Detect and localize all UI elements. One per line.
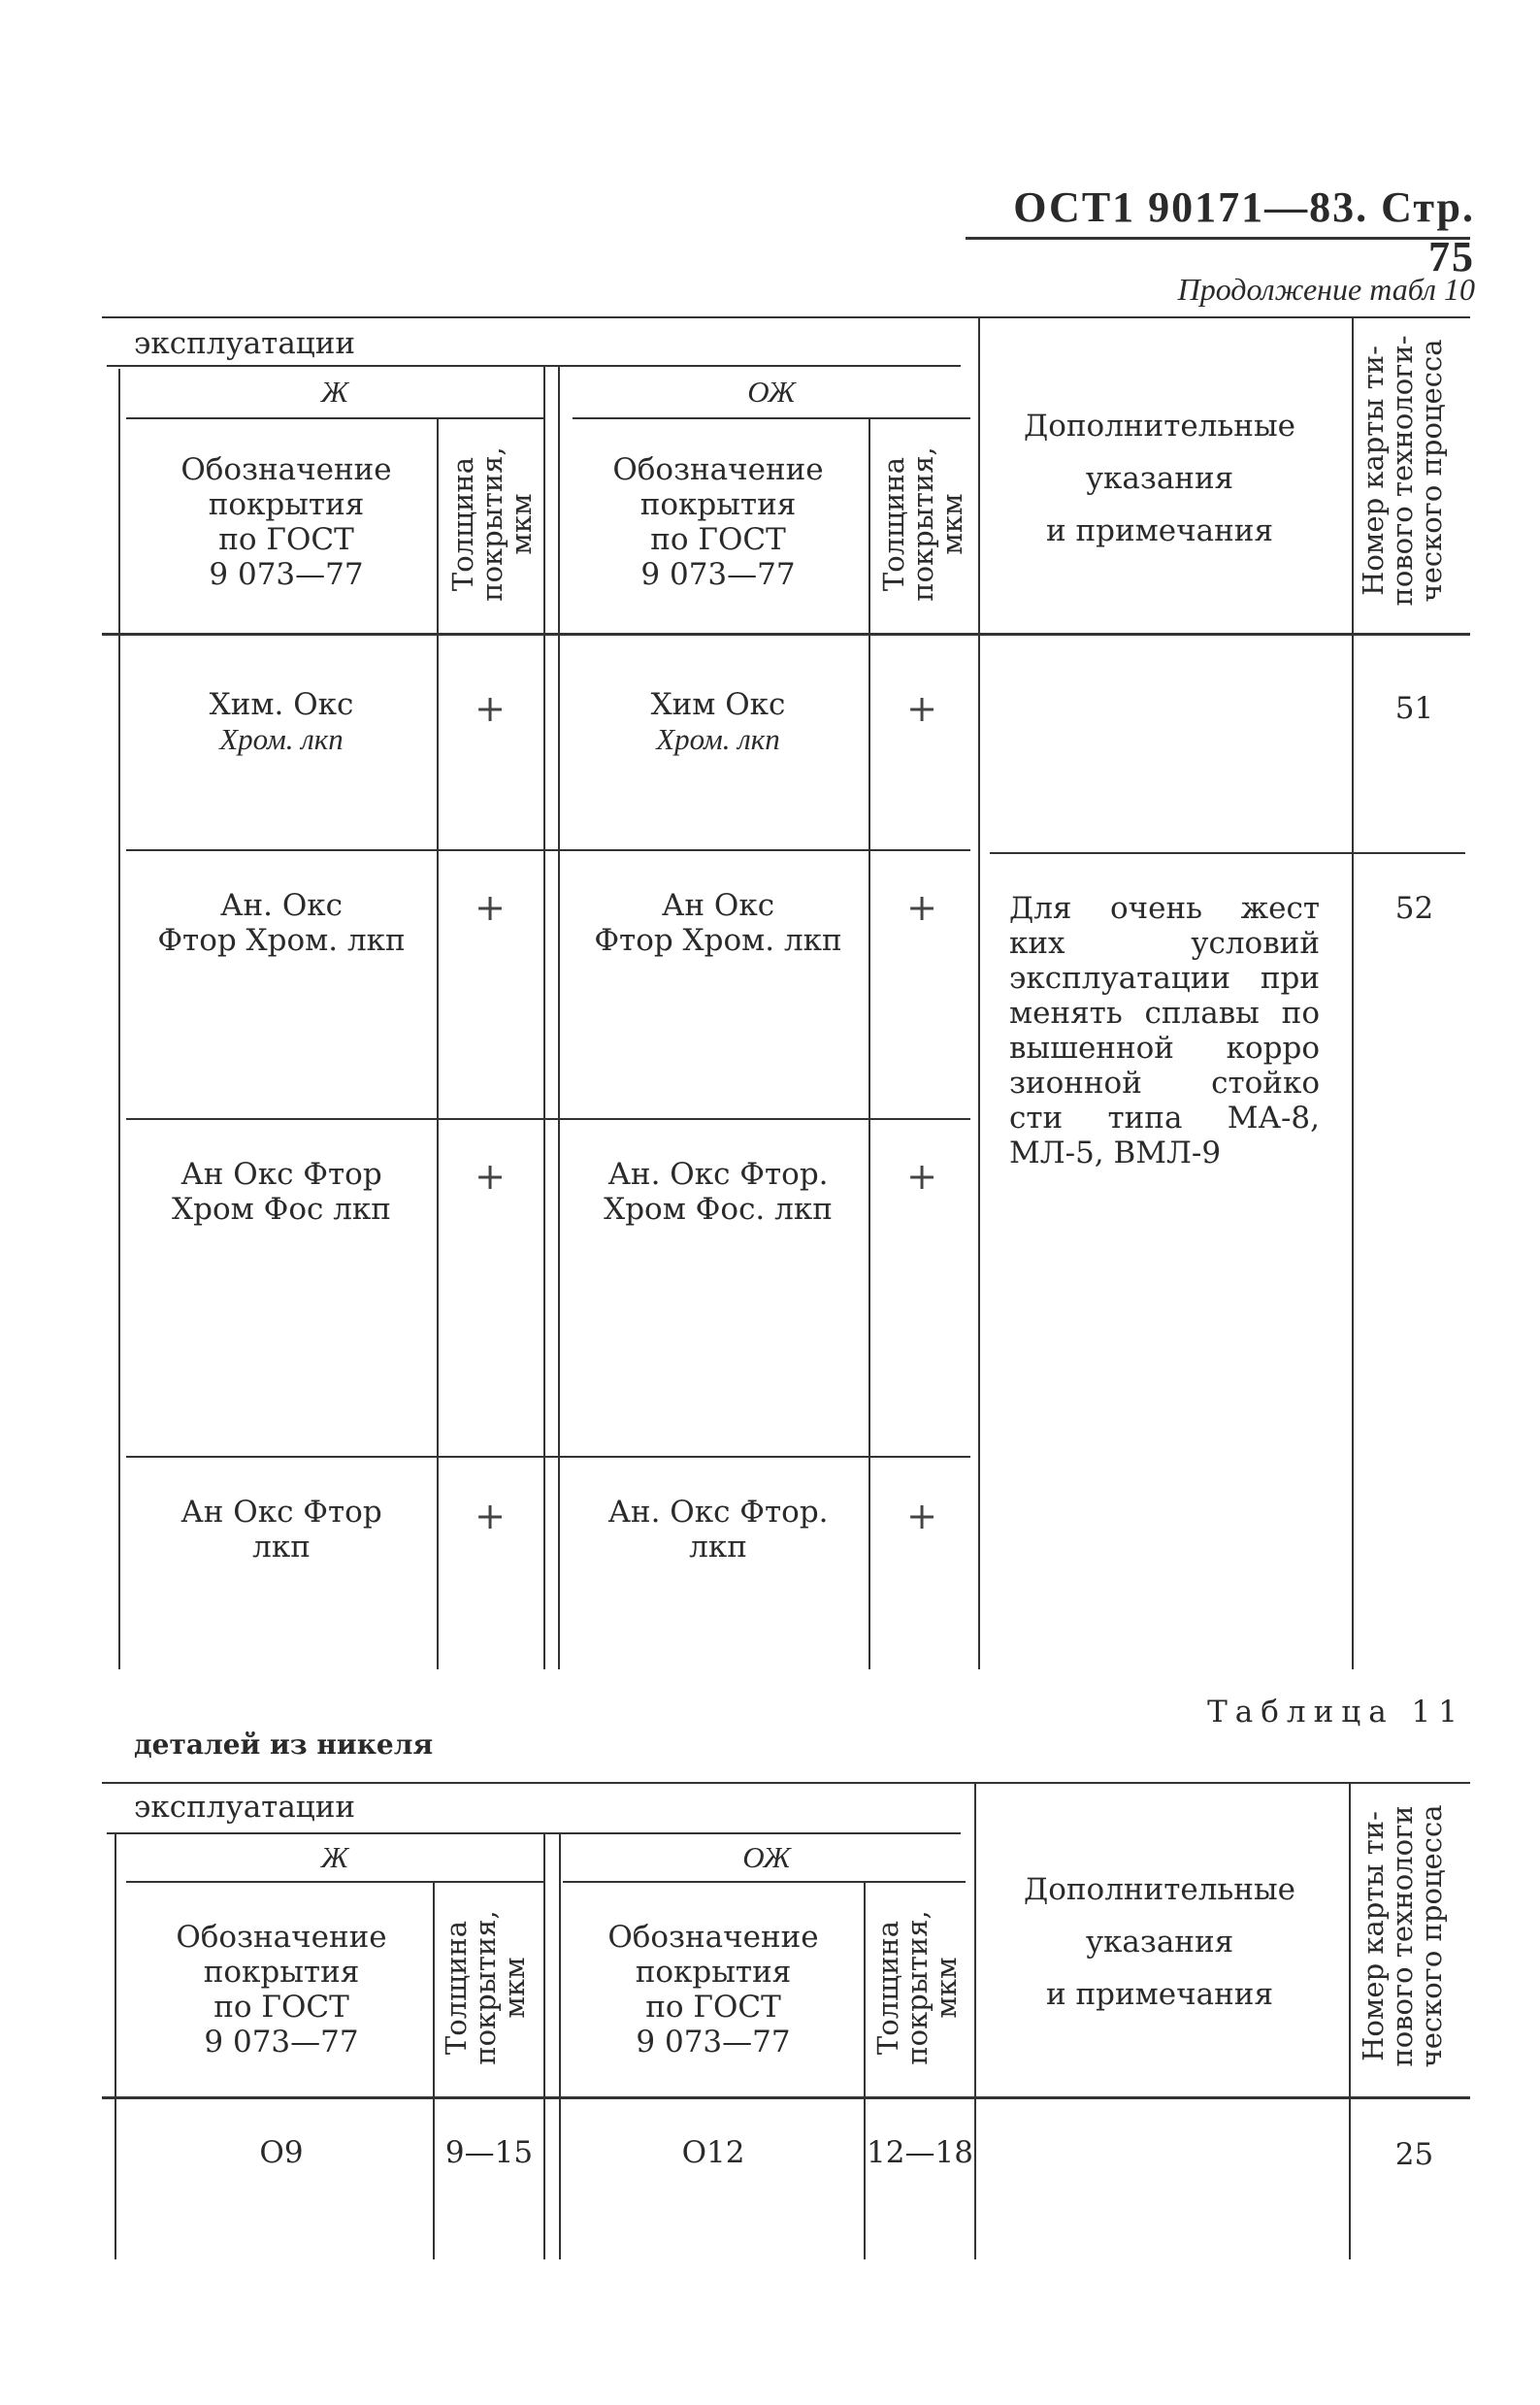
table-row-3-zh: Ан Окс Фтор Хром Фос лкп xyxy=(172,1157,391,1227)
vline xyxy=(1352,316,1354,1669)
col-zh-label: Ж xyxy=(320,1840,349,1874)
table-row-2-ozh: Ан Окс Фтор Хром. лкп xyxy=(594,888,842,958)
card-number-header: Номер карты ти- пового технологи- ческого процесса xyxy=(1357,335,1448,607)
vline xyxy=(1349,1782,1351,2259)
row-rule xyxy=(126,1456,970,1458)
vline xyxy=(543,365,545,1669)
row-4-ozh-thickness: + xyxy=(906,1495,937,1537)
zh-thickness-header: Толщина покрытия, мкм xyxy=(440,1910,531,2065)
zh-rule xyxy=(126,1881,543,1883)
table-continuation-label: Продолжение табл 10 xyxy=(1177,272,1475,307)
row-3-ozh-thickness: + xyxy=(906,1155,937,1198)
group-heading: эксплуатации xyxy=(134,1790,356,1825)
table-row-3-ozh: Ан. Окс Фтор. Хром Фос. лкп xyxy=(604,1157,833,1227)
zh-rule xyxy=(126,417,543,419)
ozh-thickness-header: Толщина покрытия, мкм xyxy=(871,1910,963,2065)
col-ozh-label: ОЖ xyxy=(747,375,796,409)
col-ozh-label: ОЖ xyxy=(742,1840,791,1874)
table-11-title: Таблица 11 xyxy=(1207,1695,1465,1730)
table-row-2-zh: Ан. Окс Фтор Хром. лкп xyxy=(157,888,406,958)
col-zh-label: Ж xyxy=(320,375,349,409)
zh-thickness-header: Толщина покрытия, мкм xyxy=(446,446,538,602)
row-2-zh-thickness: + xyxy=(475,886,506,929)
vline xyxy=(558,365,560,1669)
table-top-rule xyxy=(102,316,1470,318)
row-1-card-number: 51 xyxy=(1394,691,1434,726)
table-11-subtitle: деталей из никеля xyxy=(134,1729,434,1761)
vline xyxy=(974,1782,976,2259)
zh-designation-header: Обозначение покрытия по ГОСТ 9 073—77 xyxy=(176,1920,387,2059)
notes-header: Дополнительные указания и примечания xyxy=(1024,409,1295,548)
header-body-separator xyxy=(102,633,1470,636)
ozh-thickness-header: Толщина покрытия, мкм xyxy=(877,446,968,602)
row-3-zh-thickness: + xyxy=(475,1155,506,1198)
vline xyxy=(115,1832,116,2259)
table-row-4-ozh: Ан. Окс Фтор. лкп xyxy=(607,1495,829,1565)
table-top-rule xyxy=(102,1782,1470,1784)
vline xyxy=(559,1832,561,2259)
row-1-zh-thickness: + xyxy=(475,687,506,730)
header-body-separator xyxy=(102,2096,1470,2099)
additional-notes: Для очень жест ких условий эксплуатации при менять сплавы по вышенной корро зионной стойко сти типа МА-8, МЛ-5, ВМЛ-9 xyxy=(1009,891,1320,1170)
ozh-rule xyxy=(573,417,970,419)
row-rule xyxy=(126,849,970,851)
row-2-card-number: 52 xyxy=(1394,891,1434,926)
ozh-designation-header: Обозначение покрытия по ГОСТ 9 073—77 xyxy=(612,452,824,592)
notes-header: Дополнительные указания и примечания xyxy=(1024,1872,1295,2012)
row-1-ozh-thickness: + xyxy=(906,687,937,730)
vline xyxy=(433,1881,435,2259)
card-number-header: Номер карты ти- пового технологи ческого процесса xyxy=(1357,1804,1448,2068)
row-rule xyxy=(990,852,1465,854)
row-1-card-number: 25 xyxy=(1394,2137,1434,2172)
zh-designation-header: Обозначение покрытия по ГОСТ 9 073—77 xyxy=(180,452,392,592)
row-4-zh-thickness: + xyxy=(475,1495,506,1537)
header-underline xyxy=(966,237,1470,240)
row-2-ozh-thickness: + xyxy=(906,886,937,929)
document-code: ОСТ1 90171—83. Стр. 75 xyxy=(1013,183,1475,280)
row-1-ozh-thickness: 12—18 xyxy=(867,2135,973,2170)
group-rule xyxy=(107,365,961,367)
vline xyxy=(118,369,120,1669)
ozh-rule xyxy=(563,1881,966,1883)
vline xyxy=(868,417,870,1669)
ozh-designation-header: Обозначение покрытия по ГОСТ 9 073—77 xyxy=(607,1920,819,2059)
table-row-1-ozh: Хим Окс Хром. лкп xyxy=(650,687,786,756)
table-row-1-zh: Хим. Окс Хром. лкп xyxy=(209,687,354,756)
row-1-zh-thickness: 9—15 xyxy=(444,2135,534,2170)
row-rule xyxy=(126,1118,970,1120)
group-rule xyxy=(107,1832,961,1834)
vline xyxy=(543,1832,545,2259)
table-row-1-zh: О9 xyxy=(259,2135,304,2170)
vline xyxy=(437,417,439,1669)
table-row-4-zh: Ан Окс Фтор лкп xyxy=(180,1495,382,1565)
vline xyxy=(864,1881,866,2259)
group-heading: эксплуатации xyxy=(134,326,356,361)
vline xyxy=(978,316,980,1669)
table-row-1-ozh: О12 xyxy=(681,2135,745,2170)
